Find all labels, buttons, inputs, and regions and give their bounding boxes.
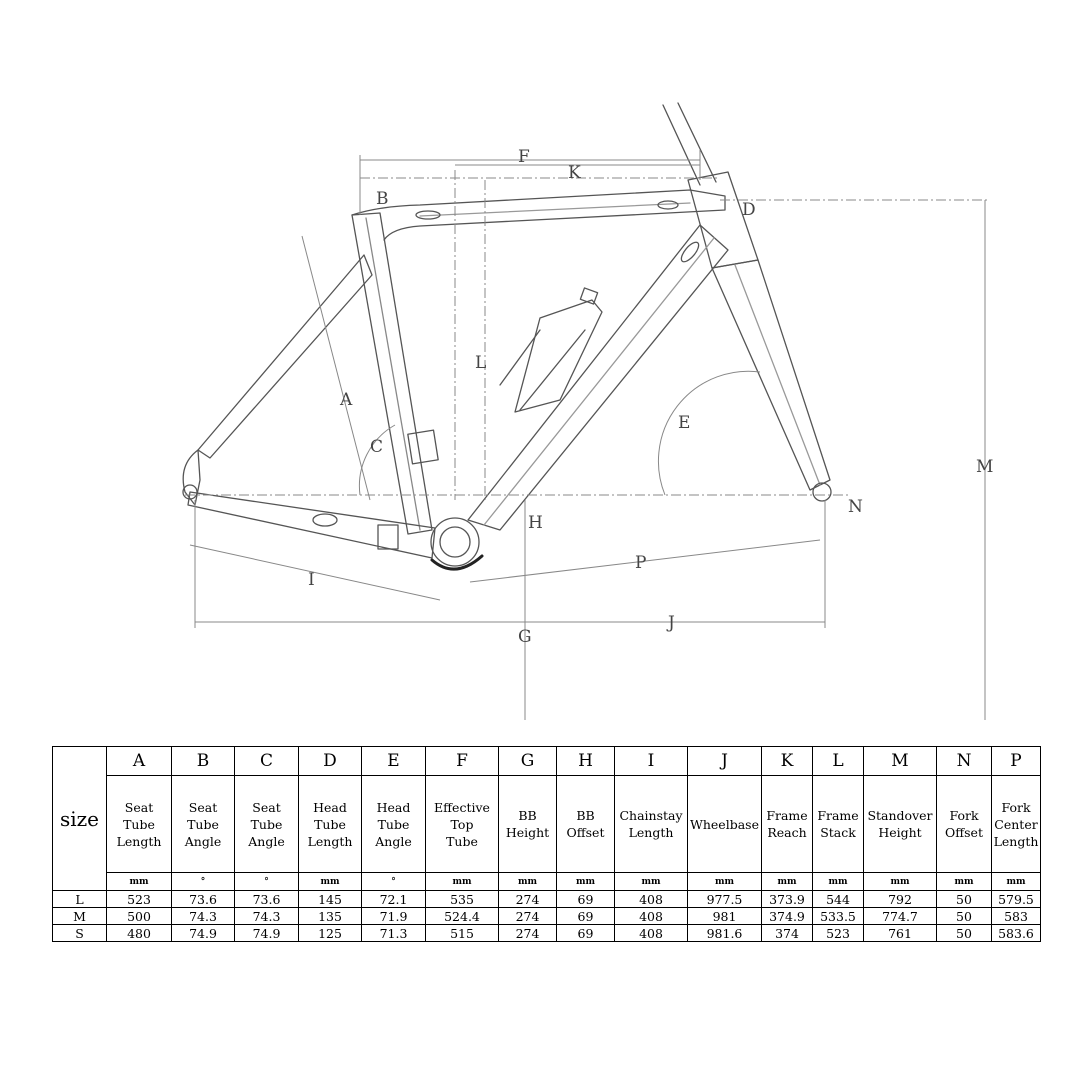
value-cell: 274 (499, 925, 557, 942)
value-cell: 480 (107, 925, 172, 942)
col-letter: I (615, 747, 688, 776)
col-unit: mm (937, 873, 992, 891)
col-name: Effective Top Tube (426, 776, 499, 873)
col-name: Frame Stack (813, 776, 864, 873)
col-name: Fork Center Length (992, 776, 1041, 873)
seat-tube (352, 213, 438, 534)
geometry-table (52, 746, 1041, 942)
col-name: Head Tube Length (299, 776, 362, 873)
value-cell: 374 (762, 925, 813, 942)
col-unit: mm (762, 873, 813, 891)
col-letter: C (235, 747, 299, 776)
col-name: Seat Tube Length (107, 776, 172, 873)
col-unit: ° (362, 873, 426, 891)
value-cell: 50 (937, 925, 992, 942)
col-unit: mm (107, 873, 172, 891)
dim-label-n: N (848, 497, 863, 517)
value-cell: 274 (499, 908, 557, 925)
col-name: BB Height (499, 776, 557, 873)
value-cell: 69 (557, 891, 615, 908)
col-unit: mm (615, 873, 688, 891)
col-name: BB Offset (557, 776, 615, 873)
value-cell: 50 (937, 908, 992, 925)
value-cell: 535 (426, 891, 499, 908)
seat-stay (198, 255, 372, 458)
value-cell: 977.5 (688, 891, 762, 908)
col-letter: N (937, 747, 992, 776)
value-cell: 72.1 (362, 891, 426, 908)
fork (712, 260, 831, 501)
col-name: Standover Height (864, 776, 937, 873)
col-unit: mm (864, 873, 937, 891)
rear-dropout (183, 450, 200, 505)
size-cell: M (53, 908, 107, 925)
value-cell: 761 (864, 925, 937, 942)
col-unit: mm (557, 873, 615, 891)
value-cell: 74.3 (235, 908, 299, 925)
table-row (53, 908, 1041, 925)
dim-label-b: B (376, 189, 389, 209)
col-unit: mm (299, 873, 362, 891)
size-cell: L (53, 891, 107, 908)
bottle-cage (500, 330, 585, 410)
value-cell: 374.9 (762, 908, 813, 925)
value-cell: 524.4 (426, 908, 499, 925)
value-cell: 408 (615, 925, 688, 942)
value-cell: 792 (864, 891, 937, 908)
col-unit: mm (992, 873, 1041, 891)
value-cell: 74.9 (235, 925, 299, 942)
value-cell: 408 (615, 908, 688, 925)
dim-label-i: I (308, 570, 315, 590)
value-cell: 71.9 (362, 908, 426, 925)
bottom-bracket (431, 518, 482, 569)
col-name: Chainstay Length (615, 776, 688, 873)
down-tube (468, 225, 728, 530)
value-cell: 981.6 (688, 925, 762, 942)
value-cell: 125 (299, 925, 362, 942)
col-unit: mm (688, 873, 762, 891)
dim-label-f: F (518, 147, 530, 167)
value-cell: 579.5 (992, 891, 1041, 908)
value-cell: 500 (107, 908, 172, 925)
col-name: Fork Offset (937, 776, 992, 873)
size-cell: S (53, 925, 107, 942)
col-unit: ° (235, 873, 299, 891)
value-cell: 523 (107, 891, 172, 908)
table-row (53, 925, 1041, 942)
value-cell: 533.5 (813, 908, 864, 925)
value-cell: 50 (937, 891, 992, 908)
value-cell: 74.3 (172, 908, 235, 925)
col-letter: J (688, 747, 762, 776)
col-unit: mm (813, 873, 864, 891)
dim-label-m: M (976, 457, 994, 477)
col-letter: E (362, 747, 426, 776)
value-cell: 583 (992, 908, 1041, 925)
col-name: Frame Reach (762, 776, 813, 873)
value-cell: 774.7 (864, 908, 937, 925)
value-cell: 74.9 (172, 925, 235, 942)
col-letter: F (426, 747, 499, 776)
col-name: Head Tube Angle (362, 776, 426, 873)
dim-label-l: L (475, 353, 487, 373)
value-cell: 408 (615, 891, 688, 908)
col-letter: D (299, 747, 362, 776)
letter-row (53, 747, 1041, 776)
table-row (53, 891, 1041, 908)
col-letter: K (762, 747, 813, 776)
value-cell: 583.6 (992, 925, 1041, 942)
value-cell: 523 (813, 925, 864, 942)
name-row (53, 776, 1041, 873)
dim-label-h: H (528, 513, 543, 533)
col-unit: ° (172, 873, 235, 891)
col-name: Seat Tube Angle (235, 776, 299, 873)
col-name: Seat Tube Angle (172, 776, 235, 873)
col-unit: mm (426, 873, 499, 891)
value-cell: 544 (813, 891, 864, 908)
col-letter: B (172, 747, 235, 776)
col-letter: M (864, 747, 937, 776)
value-cell: 373.9 (762, 891, 813, 908)
dim-label-p: P (635, 553, 647, 573)
value-cell: 135 (299, 908, 362, 925)
value-cell: 73.6 (235, 891, 299, 908)
value-cell: 274 (499, 891, 557, 908)
value-cell: 69 (557, 925, 615, 942)
dim-label-a: A (340, 390, 353, 410)
dim-label-e: E (678, 413, 691, 433)
top-tube (352, 190, 725, 240)
size-header: size (53, 747, 107, 891)
value-cell: 69 (557, 908, 615, 925)
unit-row (53, 873, 1041, 891)
dim-label-d: D (742, 200, 756, 220)
value-cell: 145 (299, 891, 362, 908)
value-cell: 515 (426, 925, 499, 942)
col-letter: H (557, 747, 615, 776)
dim-label-k: K (568, 163, 581, 183)
dim-label-g: G (518, 627, 532, 647)
value-cell: 981 (688, 908, 762, 925)
value-cell: 71.3 (362, 925, 426, 942)
col-name: Wheelbase (688, 776, 762, 873)
col-letter: L (813, 747, 864, 776)
col-unit: mm (499, 873, 557, 891)
dim-label-j: J (668, 613, 675, 633)
value-cell: 73.6 (172, 891, 235, 908)
col-letter: A (107, 747, 172, 776)
dim-label-c: C (370, 437, 384, 457)
chain-stay (188, 492, 435, 558)
col-letter: G (499, 747, 557, 776)
col-letter: P (992, 747, 1041, 776)
